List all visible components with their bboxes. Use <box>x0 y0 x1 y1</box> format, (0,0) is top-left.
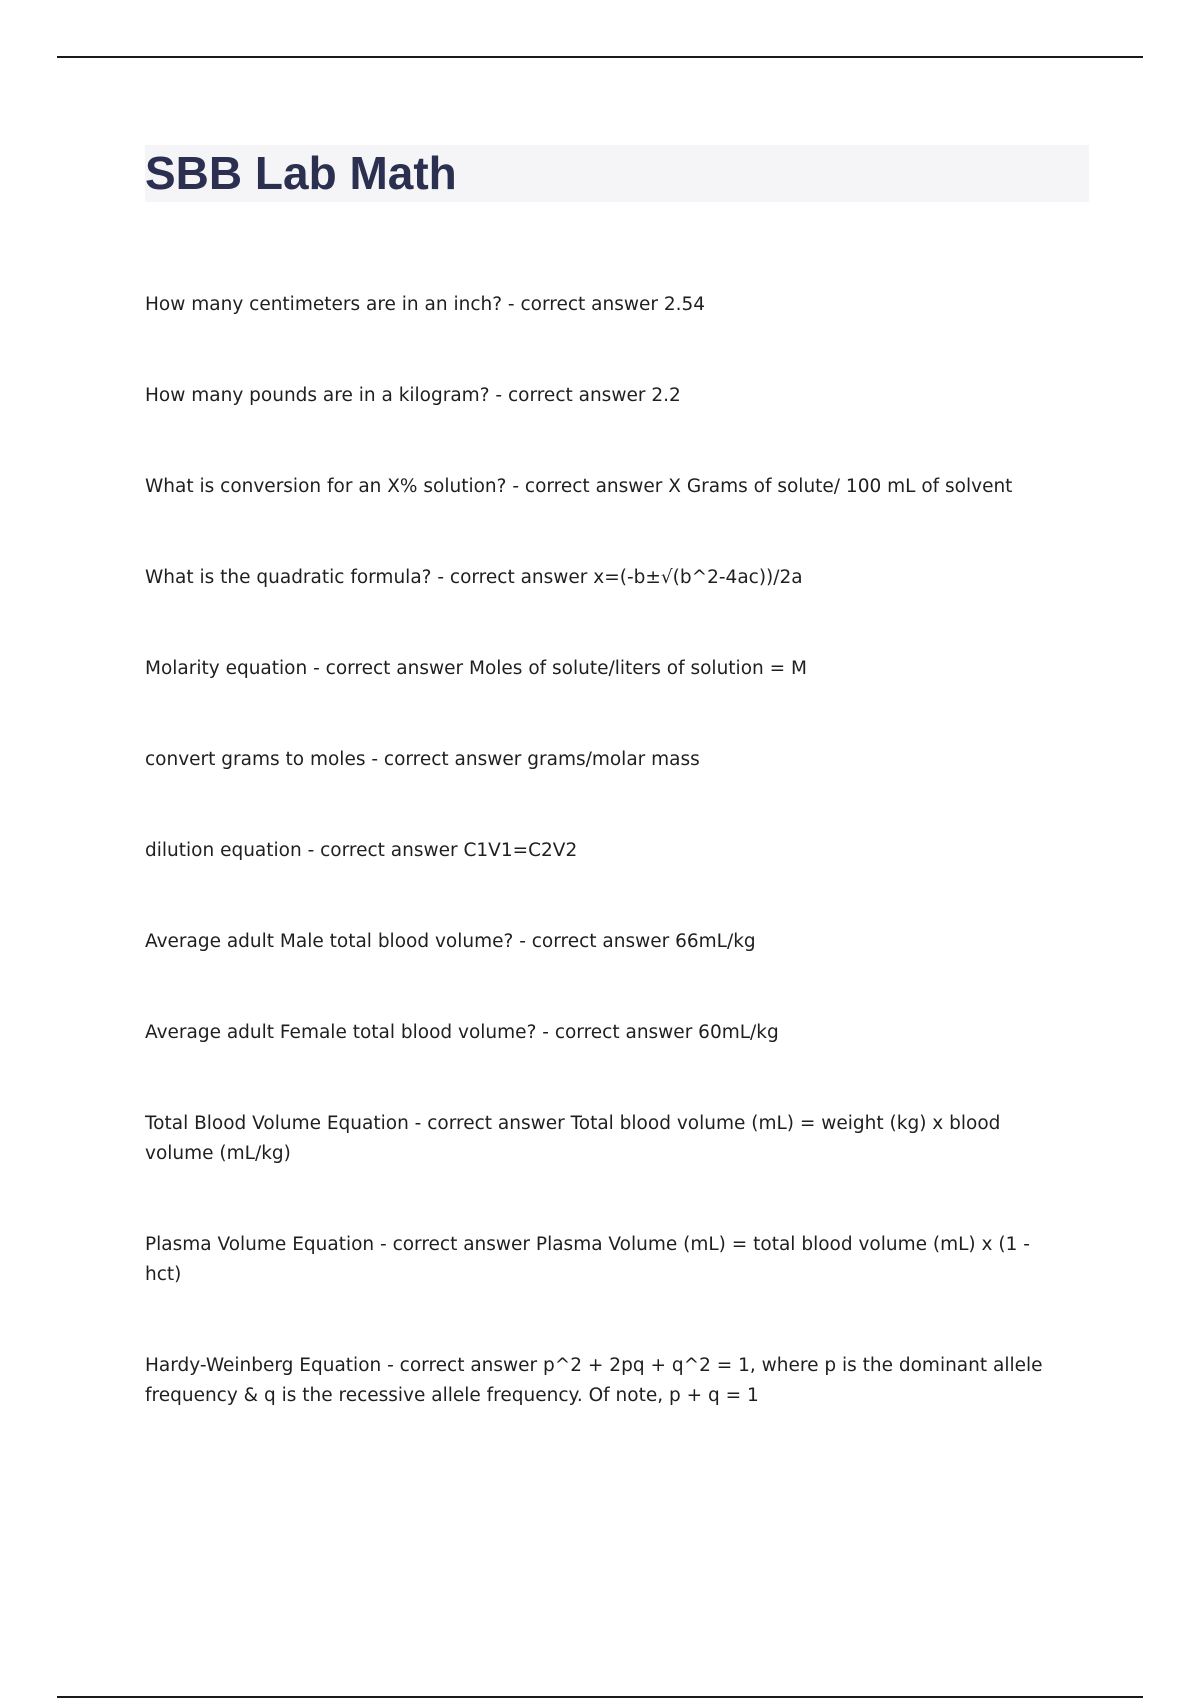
qa-item: Average adult Female total blood volume? - correct answer 60mL/kg <box>145 1022 779 1043</box>
qa-item: Molarity equation - correct answer Moles of solute/liters of solution = M <box>145 658 807 679</box>
page-title: SBB Lab Math <box>145 147 457 199</box>
bottom-divider <box>57 1696 1143 1698</box>
qa-item: How many pounds are in a kilogram? - correct answer 2.2 <box>145 385 681 406</box>
qa-item: What is conversion for an X% solution? - correct answer X Grams of solute/ 100 mL of solvent <box>145 476 1013 497</box>
qa-item: What is the quadratic formula? - correct answer x=(-b±√(b^2-4ac))/2a <box>145 567 803 588</box>
qa-item: Plasma Volume Equation - correct answer Plasma Volume (mL) = total blood volume (mL) x (1 - hct) <box>145 1234 1030 1285</box>
qa-item: Total Blood Volume Equation - correct answer Total blood volume (mL) = weight (kg) x blood volume (mL/kg) <box>145 1113 1001 1164</box>
qa-item: Hardy-Weinberg Equation - correct answer p^2 + 2pq + q^2 = 1, where p is the dominant allele frequency & q is the recessive allele frequency. Of note, p + q = 1 <box>145 1355 1043 1406</box>
qa-list <box>145 290 1065 1472</box>
top-divider <box>57 56 1143 58</box>
qa-item: convert grams to moles - correct answer grams/molar mass <box>145 749 700 770</box>
qa-item: Average adult Male total blood volume? - correct answer 66mL/kg <box>145 931 756 952</box>
qa-item: dilution equation - correct answer C1V1=C2V2 <box>145 840 578 861</box>
qa-item: How many centimeters are in an inch? - correct answer 2.54 <box>145 294 706 315</box>
